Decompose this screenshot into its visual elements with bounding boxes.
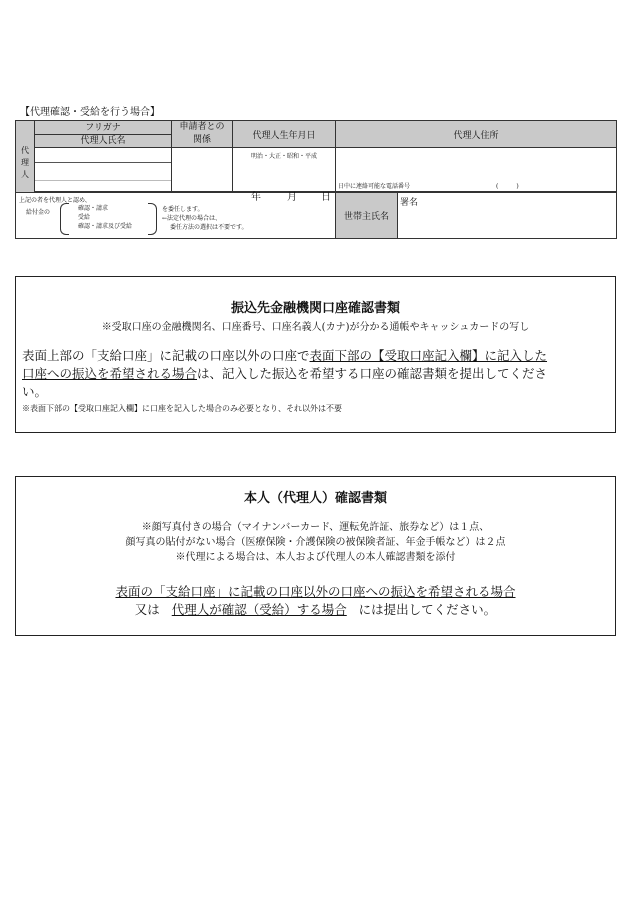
option-both[interactable]: 確認・請求及び受給 — [78, 223, 133, 230]
agent-side-label: 代 理 人 — [16, 121, 35, 193]
birthdate-header: 代理人生年月日 — [233, 121, 336, 148]
agent-table — [15, 120, 617, 239]
id-box-title: 本人（代理人）確認書類 — [243, 491, 387, 506]
id-box-conditions: 表面の「支給口座」に記載の口座以外の口座への振込を希望される場合 又は 代理人が確認（受給）する場合 には提出してください。 — [115, 584, 516, 617]
option-confirm-request[interactable]: 確認・請求 — [78, 205, 109, 212]
relation-header: 申請者との 関係 — [172, 121, 233, 148]
bank-account-docs-box — [15, 276, 616, 433]
option-receive[interactable]: 受給 — [78, 214, 91, 221]
id-box-requirements: ※顔写真付きの場合（マイナンバーカード、運転免許証、旅券など）は１点、 顔写真の貼付がない場合（医療保険・介護保険の被保険者証、年金手帳など）は２点 ※代理による場合は、本人および代理人の本人確認書類を添付 — [125, 522, 506, 563]
address-cell[interactable]: 日中に連絡可能な電話番号 ( ) — [336, 148, 617, 192]
agent-name-cell[interactable] — [35, 148, 172, 192]
household-head-label: 世帯主氏名 — [336, 193, 398, 239]
address-header: 代理人住所 — [336, 121, 617, 148]
identity-docs-box — [15, 476, 616, 636]
relation-cell[interactable] — [172, 148, 233, 192]
bank-box-note: ※表面下部の【受取口座記入欄】に口座を記入した場合のみ必要となり、それ以外は不要 — [22, 404, 342, 413]
bank-box-title: 振込先金融機関口座確認書類 — [230, 301, 400, 316]
bank-box-subtitle: ※受取口座の金融機関名、口座番号、口座名義人(カナ)が分かる通帳やキャッシュカードの写し — [101, 322, 530, 333]
delegation-cell: 上記の者を代理人と認め、 給付金の 確認・請求 受給 確認・請求及び受給 を委任します。 ←法定代理の場合は、 委任方法の選択は不要です。 — [16, 193, 336, 239]
signature-cell[interactable]: 署名 — [398, 193, 617, 239]
birthdate-cell[interactable]: 明治・大正・昭和・平成 年 月 日 — [233, 148, 336, 192]
bank-box-body: 表面上部の「支給口座」に記載の口座以外の口座で表面下部の【受取口座記入欄】に記入した 口座への振込を希望される場合は、記入した振込を希望する口座の確認書類を提出してくださ い。 — [22, 348, 548, 399]
name-header: フリガナ 代理人氏名 — [35, 121, 172, 148]
section-heading: 【代理確認・受給を行う場合】 — [20, 107, 160, 118]
